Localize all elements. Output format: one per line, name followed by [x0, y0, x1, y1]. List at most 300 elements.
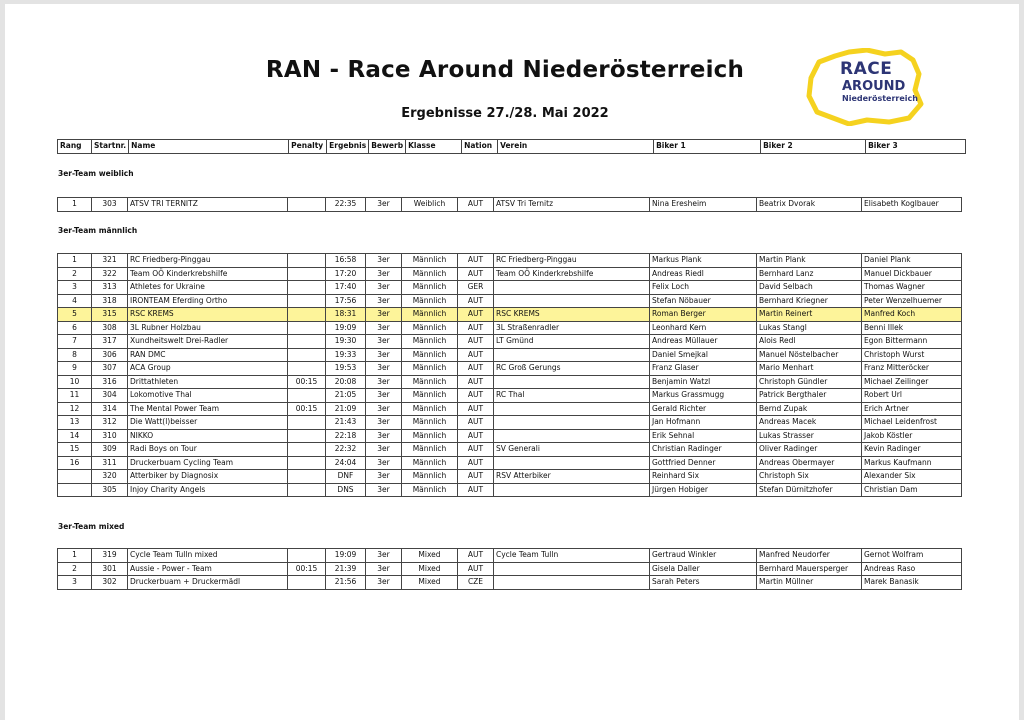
- cell-rang: 1: [58, 254, 92, 268]
- cell-biker1: Gerald Richter: [650, 402, 757, 416]
- cell-penalty: 00:15: [288, 562, 326, 576]
- cell-biker2: Bernhard Mauersperger: [757, 562, 862, 576]
- table-row: [58, 456, 962, 470]
- cell-biker3: Christian Dam: [862, 483, 962, 497]
- cell-startnr: 321: [92, 254, 128, 268]
- cell-biker2: Andreas Obermayer: [757, 456, 862, 470]
- cell-penalty: [288, 483, 326, 497]
- cell-verein: RC Groß Gerungs: [494, 362, 650, 376]
- cell-biker3: Christoph Wurst: [862, 348, 962, 362]
- cell-ergebnis: 19:30: [326, 335, 366, 349]
- cell-verein: SV Generali: [494, 443, 650, 457]
- cell-startnr: 322: [92, 267, 128, 281]
- table-row: [58, 562, 962, 576]
- results-table-weiblich: [57, 197, 962, 212]
- cell-ergebnis: 17:40: [326, 281, 366, 295]
- cell-bewerb: 3er: [366, 483, 402, 497]
- cell-penalty: [288, 294, 326, 308]
- cell-biker1: Reinhard Six: [650, 470, 757, 484]
- cell-name: Team OÖ Kinderkrebshilfe: [128, 267, 288, 281]
- table-row: [58, 443, 962, 457]
- cell-biker2: Beatrix Dvorak: [757, 198, 862, 212]
- cell-startnr: 319: [92, 549, 128, 563]
- cell-nation: AUT: [458, 254, 494, 268]
- table-row: [58, 308, 962, 322]
- cell-biker2: Christoph Gündler: [757, 375, 862, 389]
- cell-verein: RSV Atterbiker: [494, 470, 650, 484]
- cell-biker1: Felix Loch: [650, 281, 757, 295]
- cell-biker1: Markus Grassmugg: [650, 389, 757, 403]
- cell-biker2: Martin Plank: [757, 254, 862, 268]
- header-biker2: Biker 2: [761, 140, 866, 154]
- cell-verein: RC Friedberg-Pinggau: [494, 254, 650, 268]
- header-biker1: Biker 1: [654, 140, 761, 154]
- cell-biker2: Christoph Six: [757, 470, 862, 484]
- logo-text-race: RACE: [840, 59, 893, 79]
- cell-bewerb: 3er: [366, 416, 402, 430]
- table-row: [58, 389, 962, 403]
- cell-nation: AUT: [458, 362, 494, 376]
- cell-biker2: Andreas Macek: [757, 416, 862, 430]
- table-row: [58, 416, 962, 430]
- cell-biker3: Benni Illek: [862, 321, 962, 335]
- table-row: [58, 576, 962, 590]
- cell-name: 3L Rubner Holzbau: [128, 321, 288, 335]
- cell-verein: [494, 294, 650, 308]
- cell-rang: 5: [58, 308, 92, 322]
- cell-nation: AUT: [458, 294, 494, 308]
- section-label-maennlich: 3er-Team männlich: [58, 226, 138, 235]
- cell-startnr: 310: [92, 429, 128, 443]
- cell-rang: 2: [58, 562, 92, 576]
- cell-bewerb: 3er: [366, 443, 402, 457]
- cell-startnr: 309: [92, 443, 128, 457]
- cell-rang: 6: [58, 321, 92, 335]
- table-row: [58, 375, 962, 389]
- section-label-weiblich: 3er-Team weiblich: [58, 169, 134, 178]
- cell-startnr: 316: [92, 375, 128, 389]
- header-name: Name: [129, 140, 289, 154]
- cell-verein: [494, 483, 650, 497]
- table-row: [58, 267, 962, 281]
- cell-bewerb: 3er: [366, 562, 402, 576]
- cell-nation: GER: [458, 281, 494, 295]
- cell-klasse: Männlich: [402, 362, 458, 376]
- cell-biker1: Andreas Riedl: [650, 267, 757, 281]
- cell-startnr: 304: [92, 389, 128, 403]
- cell-bewerb: 3er: [366, 429, 402, 443]
- cell-biker3: Michael Zeilinger: [862, 375, 962, 389]
- results-table-maennlich: [57, 253, 962, 497]
- cell-rang: 2: [58, 267, 92, 281]
- cell-penalty: [288, 549, 326, 563]
- cell-biker3: Marek Banasik: [862, 576, 962, 590]
- header-verein: Verein: [498, 140, 654, 154]
- cell-startnr: 305: [92, 483, 128, 497]
- cell-klasse: Mixed: [402, 576, 458, 590]
- cell-name: ACA Group: [128, 362, 288, 376]
- cell-rang: 1: [58, 549, 92, 563]
- table-row: [58, 198, 962, 212]
- cell-nation: AUT: [458, 308, 494, 322]
- cell-bewerb: 3er: [366, 549, 402, 563]
- cell-rang: 7: [58, 335, 92, 349]
- table-row: [58, 348, 962, 362]
- cell-bewerb: 3er: [366, 456, 402, 470]
- cell-nation: AUT: [458, 470, 494, 484]
- cell-startnr: 317: [92, 335, 128, 349]
- cell-biker1: Gertraud Winkler: [650, 549, 757, 563]
- cell-biker2: Bernd Zupak: [757, 402, 862, 416]
- cell-biker1: Leonhard Kern: [650, 321, 757, 335]
- cell-biker2: Manfred Neudorfer: [757, 549, 862, 563]
- cell-rang: 1: [58, 198, 92, 212]
- cell-klasse: Männlich: [402, 294, 458, 308]
- cell-nation: AUT: [458, 389, 494, 403]
- cell-biker2: Martin Reinert: [757, 308, 862, 322]
- cell-name: ATSV TRI TERNITZ: [128, 198, 288, 212]
- cell-verein: [494, 456, 650, 470]
- cell-ergebnis: 21:09: [326, 402, 366, 416]
- cell-biker3: Michael Leidenfrost: [862, 416, 962, 430]
- cell-biker3: Andreas Raso: [862, 562, 962, 576]
- cell-biker1: Andreas Müllauer: [650, 335, 757, 349]
- header-nation: Nation: [462, 140, 498, 154]
- page-frame-right: [1019, 0, 1024, 720]
- cell-biker3: Daniel Plank: [862, 254, 962, 268]
- cell-klasse: Weiblich: [402, 198, 458, 212]
- logo-text-around: AROUND: [842, 79, 906, 94]
- cell-biker1: Roman Berger: [650, 308, 757, 322]
- cell-nation: AUT: [458, 335, 494, 349]
- cell-rang: 3: [58, 576, 92, 590]
- cell-ergebnis: 22:35: [326, 198, 366, 212]
- cell-verein: [494, 562, 650, 576]
- cell-biker3: Gernot Wolfram: [862, 549, 962, 563]
- cell-startnr: 318: [92, 294, 128, 308]
- cell-verein: Cycle Team Tulln: [494, 549, 650, 563]
- table-row: [58, 281, 962, 295]
- cell-verein: [494, 429, 650, 443]
- cell-biker1: Benjamin Watzl: [650, 375, 757, 389]
- cell-rang: 9: [58, 362, 92, 376]
- cell-rang: 15: [58, 443, 92, 457]
- cell-penalty: 00:15: [288, 375, 326, 389]
- cell-bewerb: 3er: [366, 335, 402, 349]
- cell-klasse: Männlich: [402, 308, 458, 322]
- cell-klasse: Männlich: [402, 267, 458, 281]
- cell-verein: [494, 416, 650, 430]
- header-biker3: Biker 3: [866, 140, 966, 154]
- cell-ergebnis: 21:43: [326, 416, 366, 430]
- cell-startnr: 315: [92, 308, 128, 322]
- cell-ergebnis: 19:33: [326, 348, 366, 362]
- header-startnr: Startnr.: [92, 140, 129, 154]
- cell-biker2: David Selbach: [757, 281, 862, 295]
- cell-name: IRONTEAM Eferding Ortho: [128, 294, 288, 308]
- cell-biker3: Jakob Köstler: [862, 429, 962, 443]
- cell-bewerb: 3er: [366, 308, 402, 322]
- cell-penalty: [288, 362, 326, 376]
- cell-penalty: [288, 443, 326, 457]
- cell-nation: AUT: [458, 416, 494, 430]
- table-row: [58, 294, 962, 308]
- cell-name: Atterbiker by Diagnosix: [128, 470, 288, 484]
- cell-startnr: 306: [92, 348, 128, 362]
- cell-bewerb: 3er: [366, 470, 402, 484]
- cell-rang: 11: [58, 389, 92, 403]
- cell-biker1: Franz Glaser: [650, 362, 757, 376]
- cell-name: The Mental Power Team: [128, 402, 288, 416]
- cell-biker3: Thomas Wagner: [862, 281, 962, 295]
- cell-penalty: [288, 429, 326, 443]
- cell-biker3: Egon Bittermann: [862, 335, 962, 349]
- section-label-mixed: 3er-Team mixed: [58, 522, 125, 531]
- cell-name: Druckerbuam + Druckermädl: [128, 576, 288, 590]
- cell-ergebnis: 20:08: [326, 375, 366, 389]
- cell-startnr: 303: [92, 198, 128, 212]
- cell-bewerb: 3er: [366, 375, 402, 389]
- cell-klasse: Männlich: [402, 429, 458, 443]
- cell-name: RC Friedberg-Pinggau: [128, 254, 288, 268]
- table-row: [58, 483, 962, 497]
- cell-verein: [494, 402, 650, 416]
- cell-biker1: Gottfried Denner: [650, 456, 757, 470]
- header-penalty: Penalty: [289, 140, 327, 154]
- cell-name: Druckerbuam Cycling Team: [128, 456, 288, 470]
- cell-biker1: Markus Plank: [650, 254, 757, 268]
- cell-startnr: 314: [92, 402, 128, 416]
- cell-biker3: Elisabeth Koglbauer: [862, 198, 962, 212]
- cell-startnr: 313: [92, 281, 128, 295]
- cell-ergebnis: 22:18: [326, 429, 366, 443]
- cell-ergebnis: 16:58: [326, 254, 366, 268]
- cell-startnr: 320: [92, 470, 128, 484]
- cell-bewerb: 3er: [366, 294, 402, 308]
- cell-penalty: [288, 335, 326, 349]
- cell-ergebnis: 18:31: [326, 308, 366, 322]
- cell-klasse: Männlich: [402, 281, 458, 295]
- cell-biker1: Erik Sehnal: [650, 429, 757, 443]
- cell-ergebnis: DNF: [326, 470, 366, 484]
- cell-nation: AUT: [458, 483, 494, 497]
- cell-penalty: [288, 470, 326, 484]
- cell-verein: LT Gmünd: [494, 335, 650, 349]
- cell-klasse: Mixed: [402, 562, 458, 576]
- document-title: RAN - Race Around Niederösterreich: [265, 57, 745, 83]
- cell-rang: [58, 483, 92, 497]
- cell-bewerb: 3er: [366, 254, 402, 268]
- cell-biker1: Gisela Daller: [650, 562, 757, 576]
- cell-biker2: Lukas Stangl: [757, 321, 862, 335]
- cell-klasse: Männlich: [402, 402, 458, 416]
- cell-penalty: [288, 267, 326, 281]
- cell-klasse: Männlich: [402, 470, 458, 484]
- cell-name: Die Watt(l)beisser: [128, 416, 288, 430]
- cell-ergebnis: 19:09: [326, 321, 366, 335]
- cell-rang: 4: [58, 294, 92, 308]
- cell-rang: 13: [58, 416, 92, 430]
- table-row: [58, 321, 962, 335]
- cell-name: RSC KREMS: [128, 308, 288, 322]
- cell-ergebnis: 21:05: [326, 389, 366, 403]
- cell-klasse: Mixed: [402, 549, 458, 563]
- cell-nation: AUT: [458, 402, 494, 416]
- cell-penalty: [288, 254, 326, 268]
- cell-name: Lokomotive Thal: [128, 389, 288, 403]
- header-rang: Rang: [58, 140, 92, 154]
- results-table-mixed: [57, 548, 962, 590]
- cell-verein: 3L Straßenradler: [494, 321, 650, 335]
- cell-name: Radi Boys on Tour: [128, 443, 288, 457]
- cell-biker3: Manfred Koch: [862, 308, 962, 322]
- cell-klasse: Männlich: [402, 483, 458, 497]
- cell-name: Injoy Charity Angels: [128, 483, 288, 497]
- cell-bewerb: 3er: [366, 198, 402, 212]
- cell-bewerb: 3er: [366, 576, 402, 590]
- cell-penalty: [288, 576, 326, 590]
- cell-penalty: [288, 456, 326, 470]
- cell-rang: 10: [58, 375, 92, 389]
- header-klasse: Klasse: [406, 140, 462, 154]
- cell-biker1: Stefan Nöbauer: [650, 294, 757, 308]
- cell-biker2: Alois Redl: [757, 335, 862, 349]
- cell-nation: AUT: [458, 549, 494, 563]
- cell-verein: ATSV Tri Ternitz: [494, 198, 650, 212]
- cell-verein: RSC KREMS: [494, 308, 650, 322]
- cell-ergebnis: 17:56: [326, 294, 366, 308]
- cell-penalty: [288, 348, 326, 362]
- table-row: [58, 335, 962, 349]
- table-row: [58, 362, 962, 376]
- cell-verein: [494, 348, 650, 362]
- cell-ergebnis: 19:53: [326, 362, 366, 376]
- cell-rang: 16: [58, 456, 92, 470]
- cell-biker1: Daniel Smejkal: [650, 348, 757, 362]
- cell-rang: 14: [58, 429, 92, 443]
- cell-name: Drittathleten: [128, 375, 288, 389]
- cell-biker3: Manuel Dickbauer: [862, 267, 962, 281]
- cell-nation: AUT: [458, 198, 494, 212]
- cell-startnr: 312: [92, 416, 128, 430]
- cell-biker2: Bernhard Lanz: [757, 267, 862, 281]
- cell-nation: AUT: [458, 375, 494, 389]
- cell-biker2: Stefan Dürnitzhofer: [757, 483, 862, 497]
- cell-startnr: 301: [92, 562, 128, 576]
- cell-startnr: 307: [92, 362, 128, 376]
- cell-klasse: Männlich: [402, 321, 458, 335]
- cell-penalty: [288, 389, 326, 403]
- cell-biker1: Jan Hofmann: [650, 416, 757, 430]
- cell-bewerb: 3er: [366, 348, 402, 362]
- cell-rang: 12: [58, 402, 92, 416]
- table-row: [58, 429, 962, 443]
- cell-ergebnis: 21:39: [326, 562, 366, 576]
- cell-biker1: Nina Eresheim: [650, 198, 757, 212]
- cell-klasse: Männlich: [402, 335, 458, 349]
- cell-startnr: 311: [92, 456, 128, 470]
- table-row: [58, 254, 962, 268]
- cell-biker2: Lukas Strasser: [757, 429, 862, 443]
- cell-klasse: Männlich: [402, 443, 458, 457]
- cell-biker2: Bernhard Kriegner: [757, 294, 862, 308]
- header-bewerb: Bewerb: [369, 140, 406, 154]
- cell-biker2: Manuel Nöstelbacher: [757, 348, 862, 362]
- cell-biker1: Jürgen Hobiger: [650, 483, 757, 497]
- cell-klasse: Männlich: [402, 375, 458, 389]
- cell-nation: AUT: [458, 267, 494, 281]
- cell-ergebnis: 22:32: [326, 443, 366, 457]
- table-row: [58, 549, 962, 563]
- cell-nation: AUT: [458, 348, 494, 362]
- cell-ergebnis: 21:56: [326, 576, 366, 590]
- logo-text-region: Niederösterreich: [842, 94, 918, 103]
- cell-biker3: Peter Wenzelhuemer: [862, 294, 962, 308]
- cell-name: Aussie - Power - Team: [128, 562, 288, 576]
- cell-klasse: Männlich: [402, 389, 458, 403]
- page-frame-top: [0, 0, 1024, 4]
- table-row: [58, 402, 962, 416]
- cell-nation: AUT: [458, 443, 494, 457]
- cell-nation: AUT: [458, 562, 494, 576]
- cell-biker3: Alexander Six: [862, 470, 962, 484]
- cell-rang: [58, 470, 92, 484]
- cell-biker2: Martin Müllner: [757, 576, 862, 590]
- cell-verein: [494, 576, 650, 590]
- cell-startnr: 308: [92, 321, 128, 335]
- cell-nation: AUT: [458, 456, 494, 470]
- cell-penalty: [288, 198, 326, 212]
- cell-ergebnis: 19:09: [326, 549, 366, 563]
- cell-penalty: [288, 281, 326, 295]
- cell-ergebnis: 17:20: [326, 267, 366, 281]
- cell-ergebnis: 24:04: [326, 456, 366, 470]
- cell-startnr: 302: [92, 576, 128, 590]
- cell-name: Xundheitswelt Drei-Radler: [128, 335, 288, 349]
- header-row: [58, 140, 966, 154]
- cell-bewerb: 3er: [366, 281, 402, 295]
- cell-nation: AUT: [458, 321, 494, 335]
- cell-biker1: Christian Radinger: [650, 443, 757, 457]
- cell-bewerb: 3er: [366, 267, 402, 281]
- cell-nation: CZE: [458, 576, 494, 590]
- cell-verein: RC Thal: [494, 389, 650, 403]
- results-header-table: [57, 139, 966, 154]
- cell-bewerb: 3er: [366, 362, 402, 376]
- cell-biker2: Mario Menhart: [757, 362, 862, 376]
- cell-penalty: [288, 321, 326, 335]
- cell-rang: 8: [58, 348, 92, 362]
- cell-rang: 3: [58, 281, 92, 295]
- cell-klasse: Männlich: [402, 456, 458, 470]
- cell-bewerb: 3er: [366, 321, 402, 335]
- cell-bewerb: 3er: [366, 389, 402, 403]
- header-ergebnis: Ergebnis: [327, 140, 369, 154]
- cell-biker2: Patrick Bergthaler: [757, 389, 862, 403]
- cell-verein: Team OÖ Kinderkrebshilfe: [494, 267, 650, 281]
- cell-name: NIKKO: [128, 429, 288, 443]
- cell-biker1: Sarah Peters: [650, 576, 757, 590]
- cell-penalty: [288, 308, 326, 322]
- document-subtitle: Ergebnisse 27./28. Mai 2022: [401, 106, 609, 121]
- cell-biker3: Markus Kaufmann: [862, 456, 962, 470]
- cell-klasse: Männlich: [402, 254, 458, 268]
- cell-ergebnis: DNS: [326, 483, 366, 497]
- cell-penalty: [288, 416, 326, 430]
- cell-name: Athletes for Ukraine: [128, 281, 288, 295]
- cell-verein: [494, 375, 650, 389]
- cell-bewerb: 3er: [366, 402, 402, 416]
